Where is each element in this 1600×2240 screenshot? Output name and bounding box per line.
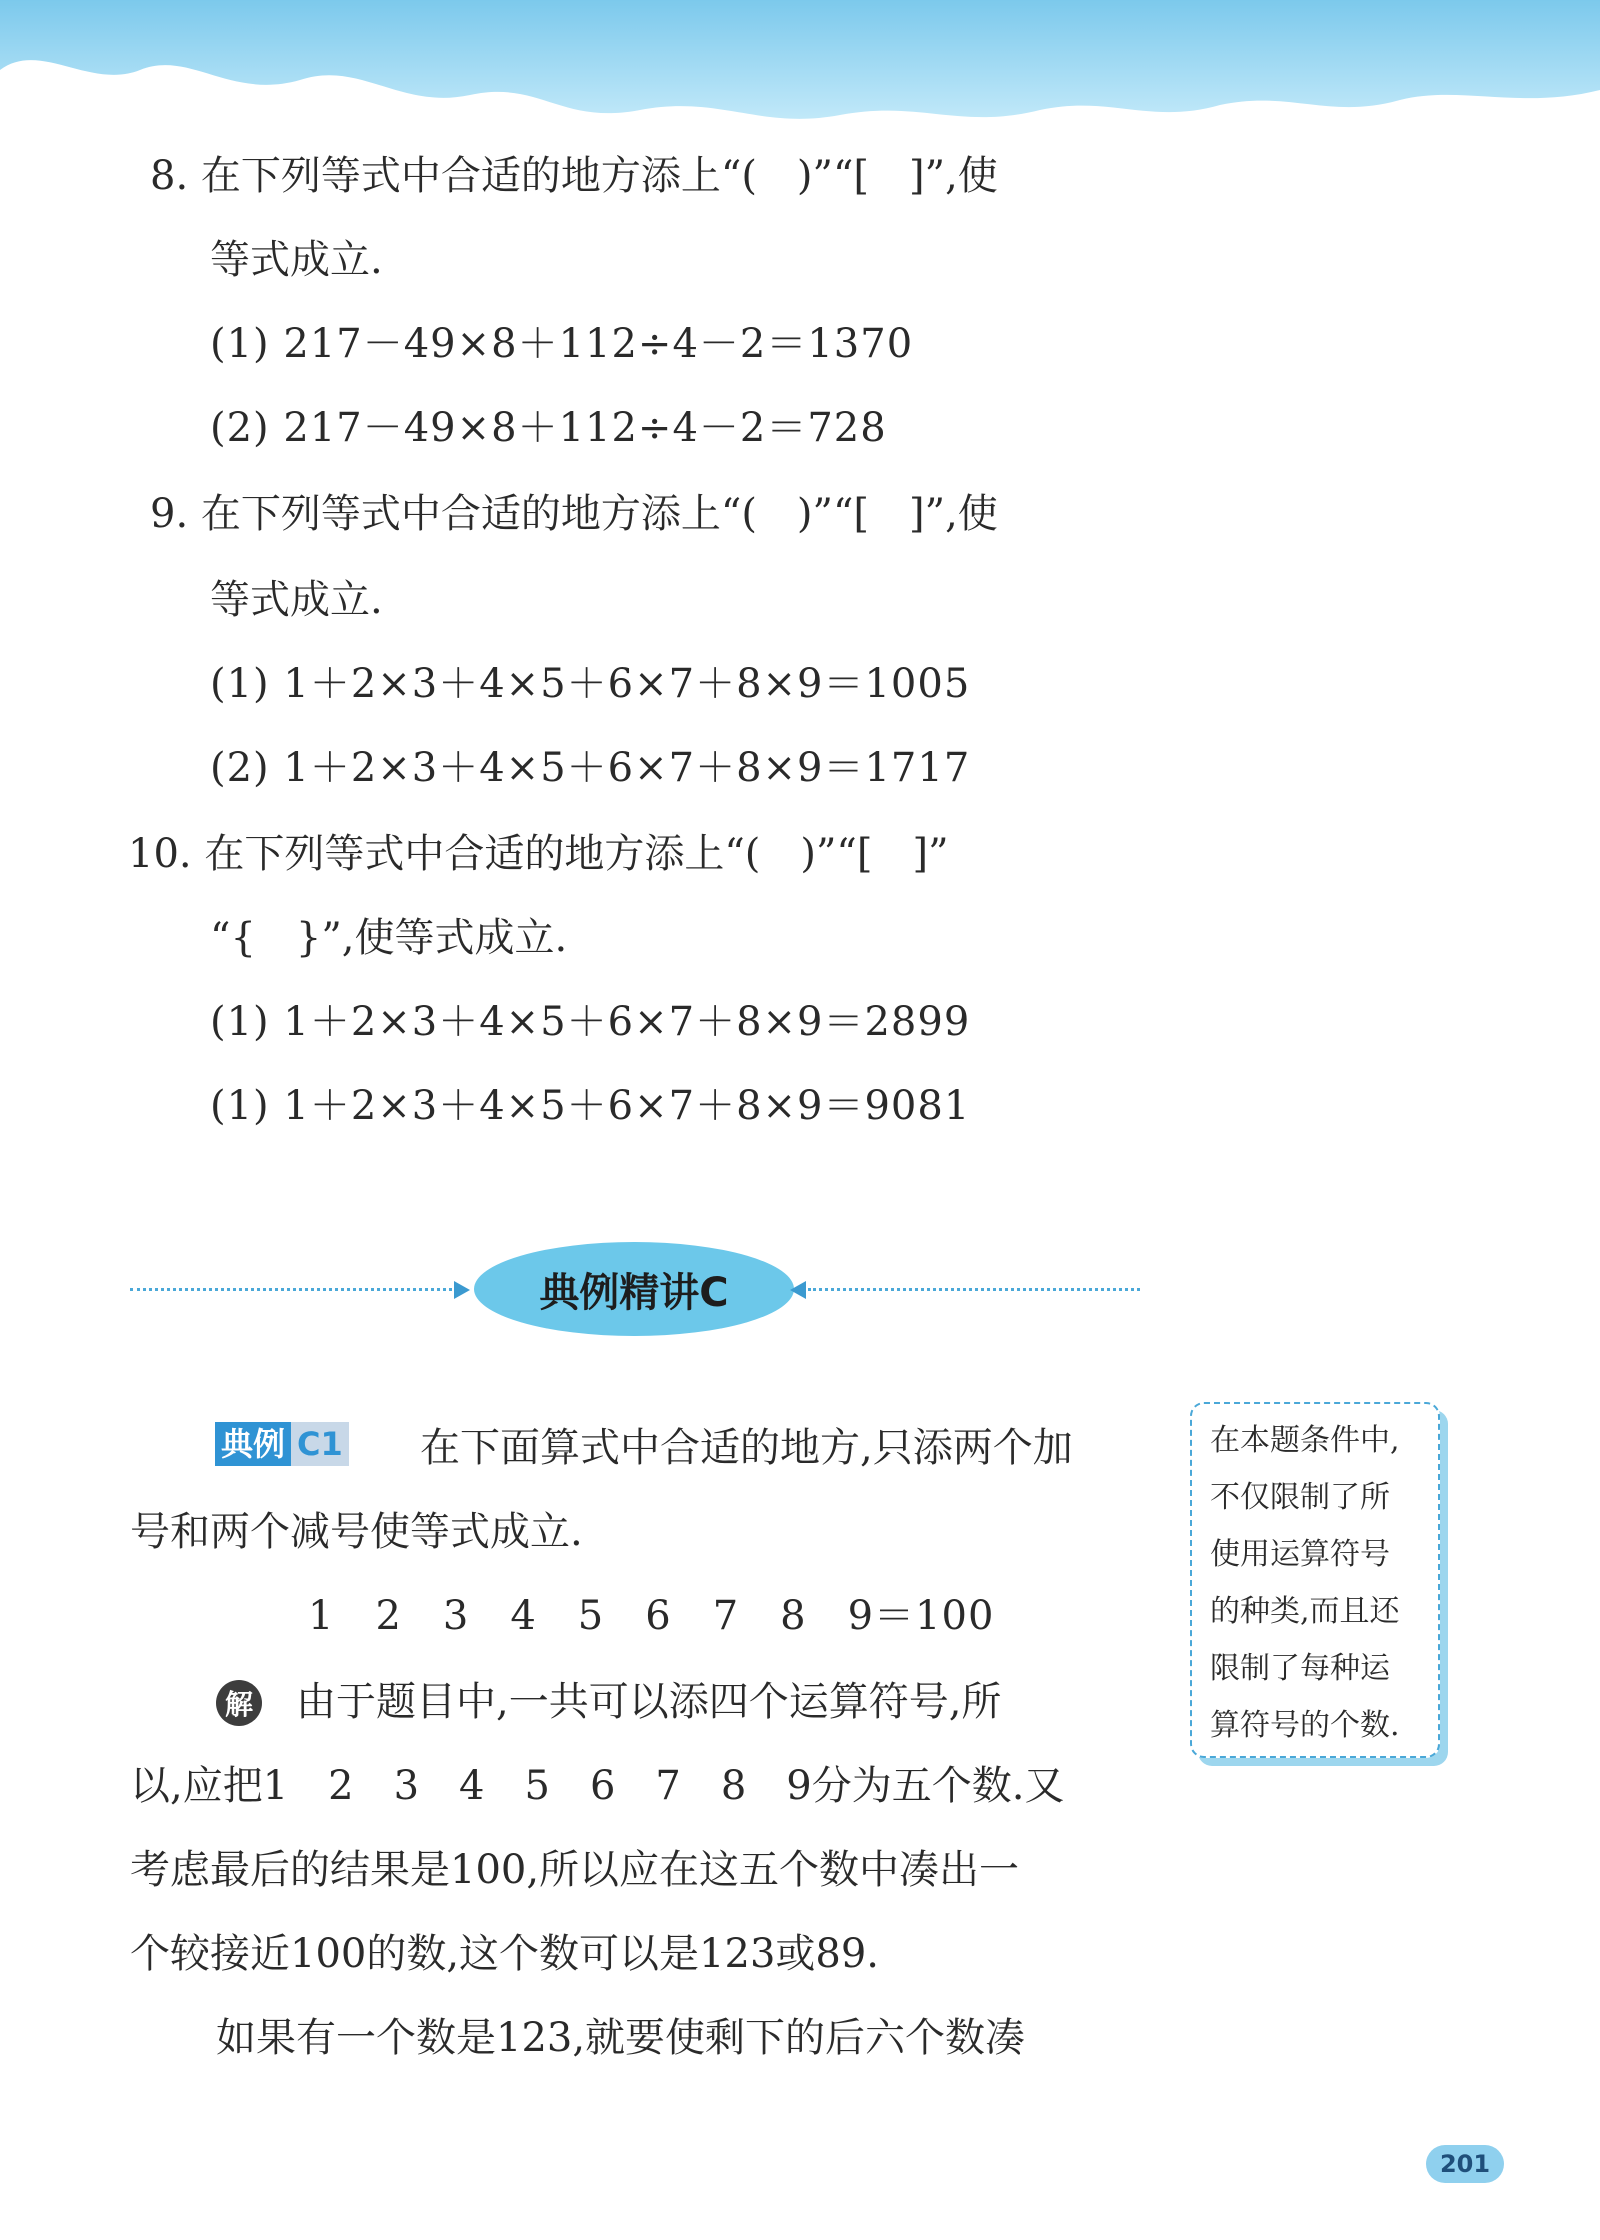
example-line-1: 在下面算式中合适的地方,只添两个加 [420,1425,1073,1471]
side-note-line: 在本题条件中, [1210,1423,1400,1458]
question-10-line-2: “{ }”,使等式成立. [210,915,568,961]
example-line-2: 号和两个减号使等式成立. [130,1509,583,1555]
side-note-line: 算符号的个数. [1210,1708,1400,1743]
example-tag [215,1422,349,1466]
section-divider-right [808,1288,1140,1291]
question-10-line-1: 10. 在下列等式中合适的地方添上“( )”“[ ]” [128,831,949,877]
solution-line-3: 考虑最后的结果是100,所以应在这五个数中凑出一 [130,1847,1020,1893]
arrow-right-icon [454,1281,470,1299]
question-9-item-1: (1) 1＋2×3＋4×5＋6×7＋8×9＝1005 [210,661,971,707]
question-9-item-2: (2) 1＋2×3＋4×5＋6×7＋8×9＝1717 [210,745,971,791]
side-note [1190,1402,1440,1758]
solution-line-4: 个较接近100的数,这个数可以是123或89. [130,1931,880,1977]
section-divider-left [130,1288,452,1291]
example-equation: 1 2 3 4 5 6 7 8 9＝100 [308,1593,995,1639]
solution-line-1: 由于题目中,一共可以添四个运算符号,所 [296,1679,1002,1725]
question-8-line-2: 等式成立. [210,237,383,283]
side-note-line: 限制了每种运 [1210,1651,1390,1686]
question-10-item-1: (1) 1＋2×3＋4×5＋6×7＋8×9＝2899 [210,999,971,1045]
arrow-left-icon [790,1281,806,1299]
question-10-item-2: (1) 1＋2×3＋4×5＋6×7＋8×9＝9081 [210,1083,971,1129]
section-title: 典例精讲C [474,1242,794,1336]
cloud-header-decoration [0,0,1600,140]
question-9-line-1: 9. 在下列等式中合适的地方添上“( )”“[ ]”,使 [150,491,998,537]
question-9-line-2: 等式成立. [210,577,383,623]
page-number: 201 [1426,2145,1504,2183]
side-note-line: 使用运算符号 [1210,1537,1390,1572]
example-tag-label: 典例 [215,1422,291,1466]
side-note-line: 的种类,而且还 [1210,1594,1400,1629]
solution-line-5: 如果有一个数是123,就要使剩下的后六个数凑 [216,2015,1026,2061]
question-8-line-1: 8. 在下列等式中合适的地方添上“( )”“[ ]”,使 [150,153,998,199]
solution-line-2: 以,应把1 2 3 4 5 6 7 8 9分为五个数.又 [130,1763,1065,1809]
question-8-item-2: (2) 217－49×8＋112÷4－2＝728 [210,405,887,451]
example-tag-id: C1 [291,1422,349,1466]
question-8-item-1: (1) 217－49×8＋112÷4－2＝1370 [210,321,914,367]
side-note-line: 不仅限制了所 [1210,1480,1390,1515]
solution-badge: 解 [216,1680,262,1726]
